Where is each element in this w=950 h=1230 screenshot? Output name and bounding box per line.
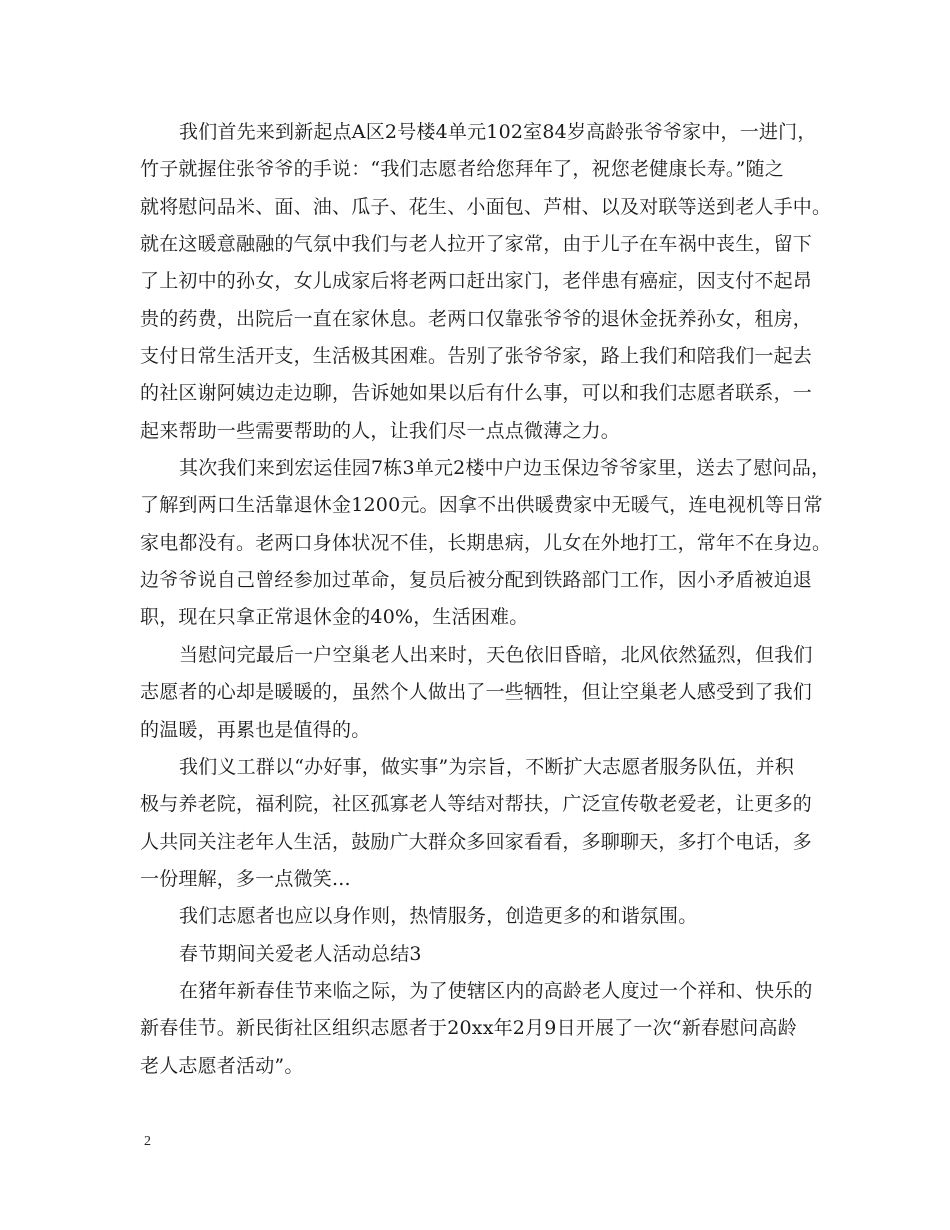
text-line: 就将慰问品米、面、油、瓜子、花生、小面包、芦柑、以及对联等送到老人手中。 — [140, 195, 832, 218]
text-line: 竹子就握住张爷爷的手说：“我们志愿者给您拜年了，祝您老健康长寿。”随之 — [140, 158, 784, 181]
text-line: 我们首先来到新起点A区2号楼4单元102室84岁高龄张爷爷家中，一进门， — [179, 121, 817, 143]
text-line: 起来帮助一些需要帮助的人，让我们尽一点点微薄之力。 — [140, 419, 621, 442]
document-body — [140, 114, 832, 1085]
text-line: 贵的药费，出院后一直在家休息。老两口仅靠张爷爷的退休金抚养孙女，租房， — [140, 307, 813, 330]
text-line: 边爷爷说自己曾经参加过革命，复员后被分配到铁路部门工作，因小矛盾被迫退 — [140, 569, 813, 592]
text-line: 的温暖，再累也是值得的。 — [140, 718, 371, 741]
text-line: 春节期间关爱老人活动总结3 — [179, 942, 422, 965]
text-line: 一份理解，多一点微笑... — [140, 867, 351, 890]
text-line: 我们义工群以“办好事，做实事”为宗旨，不断扩大志愿者服务队伍，并积 — [179, 755, 795, 778]
text-line: 当慰问完最后一户空巢老人出来时，天色依旧昏暗，北风依然猛烈，但我们 — [179, 643, 813, 666]
page-number: 2 — [144, 1134, 151, 1149]
text-line: 其次我们来到宏运佳园7栋3单元2楼中户边玉保边爷爷家里，送去了慰问品， — [179, 457, 831, 480]
text-line: 在猪年新春佳节来临之际，为了使辖区内的高龄老人度过一个祥和、快乐的 — [179, 979, 813, 1002]
text-line: 新春佳节。新民街社区组织志愿者于20xx年2月9日开展了一次“新春慰问高龄 — [140, 1017, 797, 1040]
text-line: 就在这暖意融融的气氛中我们与老人拉开了家常，由于儿子在车祸中丧生，留下 — [140, 233, 813, 256]
text-line: 职，现在只拿正常退休金的40%，生活困难。 — [140, 606, 529, 629]
text-line: 人共同关注老年人生活，鼓励广大群众多回家看看，多聊聊天，多打个电话，多 — [140, 830, 813, 853]
text-line: 老人志愿者活动”。 — [140, 1054, 304, 1077]
text-line: 家电都没有。老两口身体状况不佳，长期患病，儿女在外地打工，常年不在身边。 — [140, 531, 832, 554]
text-line: 了上初中的孙女，女儿成家后将老两口赶出家门，老伴患有癌症，因支付不起昂 — [140, 270, 813, 293]
text-line: 支付日常生活开支，生活极其困难。告别了张爷爷家，路上我们和陪我们一起去 — [140, 345, 813, 368]
text-line: 了解到两口生活靠退休金1200元。因拿不出供暖费家中无暖气，连电视机等日常 — [140, 494, 823, 517]
text-line: 我们志愿者也应以身作则，热情服务，创造更多的和谐氛围。 — [179, 905, 698, 928]
text-line: 志愿者的心却是暖暖的，虽然个人做出了一些牺牲，但让空巢老人感受到了我们 — [140, 681, 813, 704]
text-line: 的社区谢阿姨边走边聊，告诉她如果以后有什么事，可以和我们志愿者联系，一 — [140, 382, 813, 405]
text-line: 极与养老院，福利院，社区孤寡老人等结对帮扶，广泛宣传敬老爱老，让更多的 — [140, 793, 813, 816]
